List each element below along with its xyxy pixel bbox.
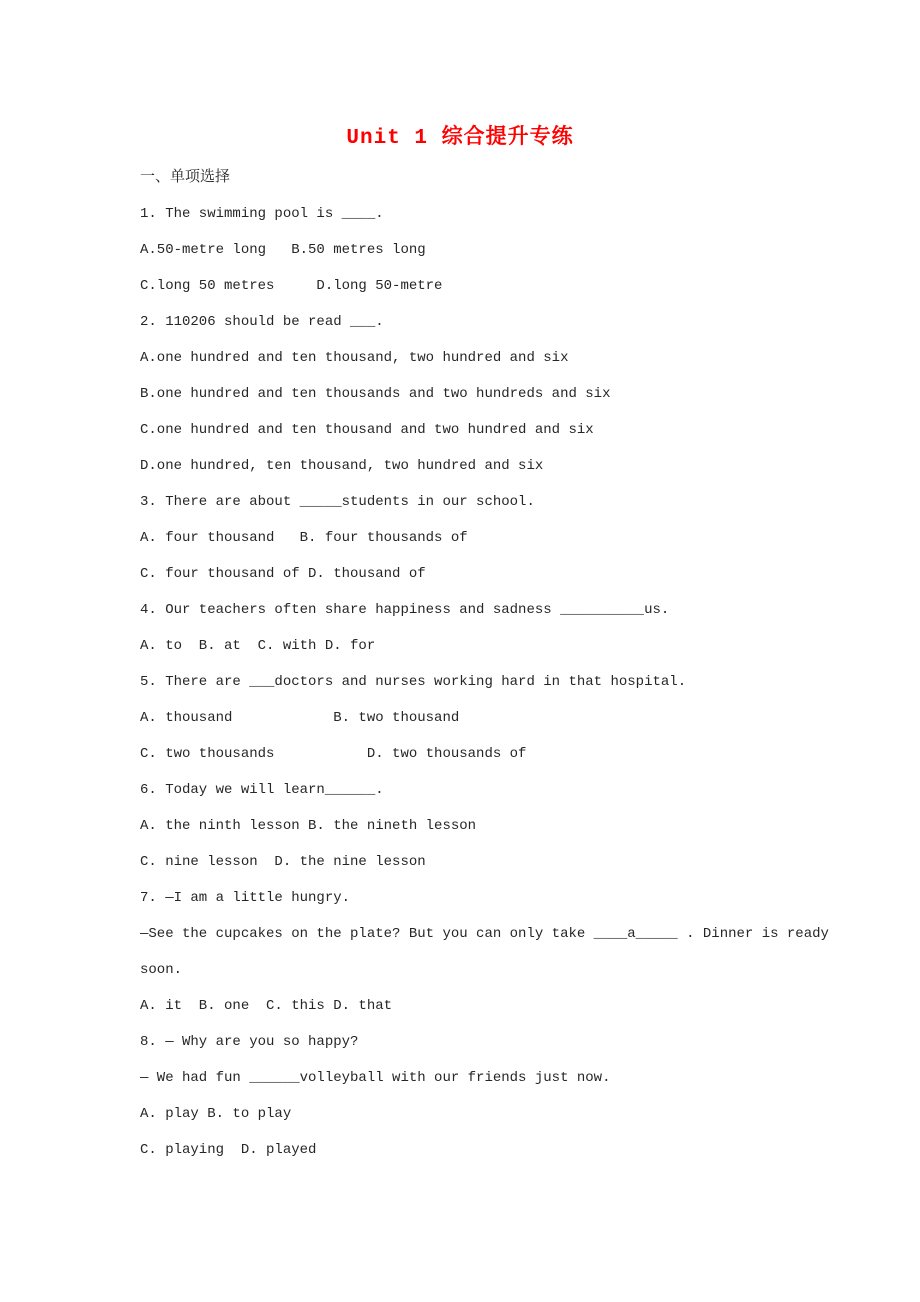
- q1-options-cd: C.long 50 metres D.long 50-metre: [140, 278, 443, 294]
- q1-options-ab: A.50-metre long B.50 metres long: [140, 242, 426, 258]
- q2-stem: 2. 110206 should be read ___.: [140, 314, 384, 330]
- q6-options-cd: C. nine lesson D. the nine lesson: [140, 854, 426, 870]
- document-body: [140, 160, 880, 1168]
- section-heading: 一、单项选择: [140, 169, 231, 186]
- q3-options-ab: A. four thousand B. four thousands of: [140, 530, 468, 546]
- q6-stem: 6. Today we will learn______.: [140, 782, 384, 798]
- document-title: Unit 1 综合提升专练: [346, 127, 574, 150]
- q7-stem-line1: 7. —I am a little hungry.: [140, 890, 351, 906]
- q7-stem-line3: soon.: [140, 962, 183, 978]
- q5-stem: 5. There are ___doctors and nurses working hard in that hospital.: [140, 674, 687, 690]
- q8-options-ab: A. play B. to play: [140, 1106, 292, 1122]
- q4-stem: 4. Our teachers often share happiness and sadness __________us.: [140, 602, 670, 618]
- q8-stem-line1: 8. — Why are you so happy?: [140, 1034, 359, 1050]
- q5-options-ab: A. thousand B. two thousand: [140, 710, 460, 726]
- q2-option-c: C.one hundred and ten thousand and two hundred and six: [140, 422, 594, 438]
- q2-option-a: A.one hundred and ten thousand, two hundred and six: [140, 350, 569, 366]
- q6-options-ab: A. the ninth lesson B. the nineth lesson: [140, 818, 477, 834]
- q3-stem: 3. There are about _____students in our school.: [140, 494, 535, 510]
- q2-option-d: D.one hundred, ten thousand, two hundred and six: [140, 458, 544, 474]
- q1-stem: 1. The swimming pool is ____.: [140, 206, 384, 222]
- q8-stem-line2: — We had fun ______volleyball with our friends just now.: [140, 1070, 611, 1086]
- q3-options-cd: C. four thousand of D. thousand of: [140, 566, 426, 582]
- q2-option-b: B.one hundred and ten thousands and two hundreds and six: [140, 386, 611, 402]
- q7-stem-line2: —See the cupcakes on the plate? But you can only take ____a_____ . Dinner is ready: [140, 926, 829, 942]
- q5-options-cd: C. two thousands D. two thousands of: [140, 746, 527, 762]
- q8-options-cd: C. playing D. played: [140, 1142, 317, 1158]
- q4-options: A. to B. at C. with D. for: [140, 638, 376, 654]
- q7-options: A. it B. one C. this D. that: [140, 998, 393, 1014]
